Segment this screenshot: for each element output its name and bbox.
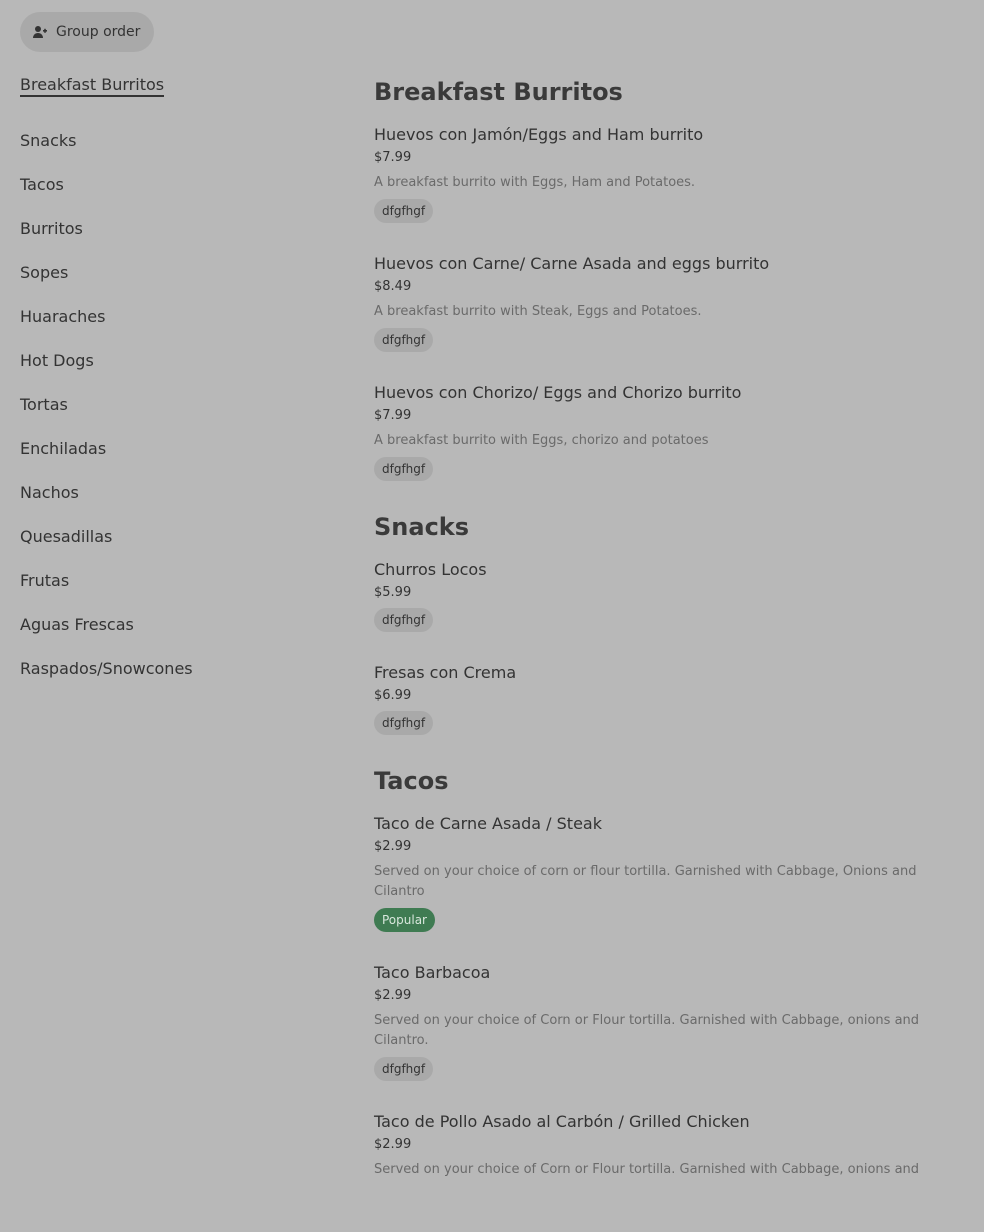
sidebar-item-label: Snacks: [20, 130, 77, 150]
item-name: Churros Locos: [374, 560, 487, 579]
sidebar-item-label: Enchiladas: [20, 438, 107, 458]
add-person-icon: [32, 24, 48, 40]
sidebar-item-snacks[interactable]: [20, 118, 320, 162]
sidebar-item-hot-dogs[interactable]: [20, 338, 320, 382]
sidebar-item-raspados-snowcones[interactable]: [20, 646, 320, 690]
item-price: $2.99: [374, 988, 412, 1003]
item-tag: dfgfhgf: [374, 199, 433, 223]
item-description: Served on your choice of corn or flour tortilla. Garnished with Cabbage, Onions and Cilantro: [374, 864, 917, 899]
sidebar-item-label: Burritos: [20, 218, 83, 238]
category-sidebar: [20, 74, 320, 690]
item-tag: dfgfhgf: [374, 457, 433, 481]
menu-item[interactable]: [374, 382, 964, 481]
item-tag: dfgfhgf: [374, 328, 433, 352]
menu-item[interactable]: [374, 1111, 964, 1180]
item-price: $7.99: [374, 150, 412, 165]
item-description: A breakfast burrito with Eggs, chorizo and potatoes: [374, 433, 709, 448]
menu-item[interactable]: [374, 662, 964, 735]
item-tag: dfgfhgf: [374, 711, 433, 735]
item-name: Fresas con Crema: [374, 663, 517, 682]
menu-item[interactable]: [374, 253, 964, 352]
sidebar-item-tacos[interactable]: [20, 162, 320, 206]
sidebar-item-nachos[interactable]: [20, 470, 320, 514]
sidebar-item-label: Frutas: [20, 570, 70, 590]
item-price: $2.99: [374, 1137, 412, 1152]
sidebar-item-label: Sopes: [20, 262, 69, 282]
item-description: Served on your choice of Corn or Flour tortilla. Garnished with Cabbage, onions and Cilantro.: [374, 1013, 920, 1048]
item-tag: dfgfhgf: [374, 1057, 433, 1081]
sidebar-item-label: Huaraches: [20, 306, 106, 326]
sidebar-item-label: Raspados/Snowcones: [20, 658, 193, 678]
item-tag: dfgfhgf: [374, 608, 433, 632]
item-name: Taco Barbacoa: [374, 963, 491, 982]
sidebar-item-breakfast-burritos[interactable]: [20, 74, 320, 98]
section-title: Breakfast Burritos: [374, 78, 623, 106]
sidebar-item-quesadillas[interactable]: [20, 514, 320, 558]
item-price: $6.99: [374, 688, 412, 703]
sidebar-item-label: Aguas Frescas: [20, 614, 134, 634]
item-price: $5.99: [374, 585, 412, 600]
sidebar-item-label: Tortas: [20, 394, 68, 414]
item-name: Huevos con Chorizo/ Eggs and Chorizo burrito: [374, 383, 742, 402]
sidebar-item-label: Hot Dogs: [20, 350, 94, 370]
sidebar-item-frutas[interactable]: [20, 558, 320, 602]
item-description: A breakfast burrito with Eggs, Ham and Potatoes.: [374, 175, 696, 190]
menu-item[interactable]: [374, 559, 964, 632]
popular-badge: Popular: [374, 908, 435, 932]
item-name: Taco de Pollo Asado al Carbón / Grilled Chicken: [374, 1112, 750, 1131]
menu-section: [374, 511, 964, 735]
menu-section: [374, 765, 964, 1180]
menu-item[interactable]: [374, 124, 964, 223]
item-name: Huevos con Jamón/Eggs and Ham burrito: [374, 125, 704, 144]
sidebar-item-sopes[interactable]: [20, 250, 320, 294]
sidebar-item-burritos[interactable]: [20, 206, 320, 250]
sidebar-item-label: Nachos: [20, 482, 79, 502]
section-title: Snacks: [374, 513, 470, 541]
sidebar-item-label: Quesadillas: [20, 526, 113, 546]
section-title: Tacos: [374, 767, 449, 795]
item-price: $7.99: [374, 408, 412, 423]
menu-item[interactable]: [374, 962, 964, 1081]
group-order-button[interactable]: [20, 12, 154, 52]
menu-content: [374, 76, 964, 1210]
sidebar-item-label: Tacos: [20, 174, 64, 194]
sidebar-item-label: Breakfast Burritos: [20, 75, 164, 97]
item-price: $8.49: [374, 279, 412, 294]
item-name: Huevos con Carne/ Carne Asada and eggs burrito: [374, 254, 770, 273]
item-description: A breakfast burrito with Steak, Eggs and Potatoes.: [374, 304, 702, 319]
sidebar-item-aguas-frescas[interactable]: [20, 602, 320, 646]
sidebar-item-tortas[interactable]: [20, 382, 320, 426]
group-order-label: Group order: [56, 24, 141, 40]
item-price: $2.99: [374, 839, 412, 854]
menu-item[interactable]: [374, 813, 964, 932]
sidebar-item-enchiladas[interactable]: [20, 426, 320, 470]
item-description: Served on your choice of Corn or Flour tortilla. Garnished with Cabbage, onions and: [374, 1162, 920, 1177]
sidebar-item-huaraches[interactable]: [20, 294, 320, 338]
menu-section: [374, 76, 964, 481]
item-name: Taco de Carne Asada / Steak: [374, 814, 602, 833]
